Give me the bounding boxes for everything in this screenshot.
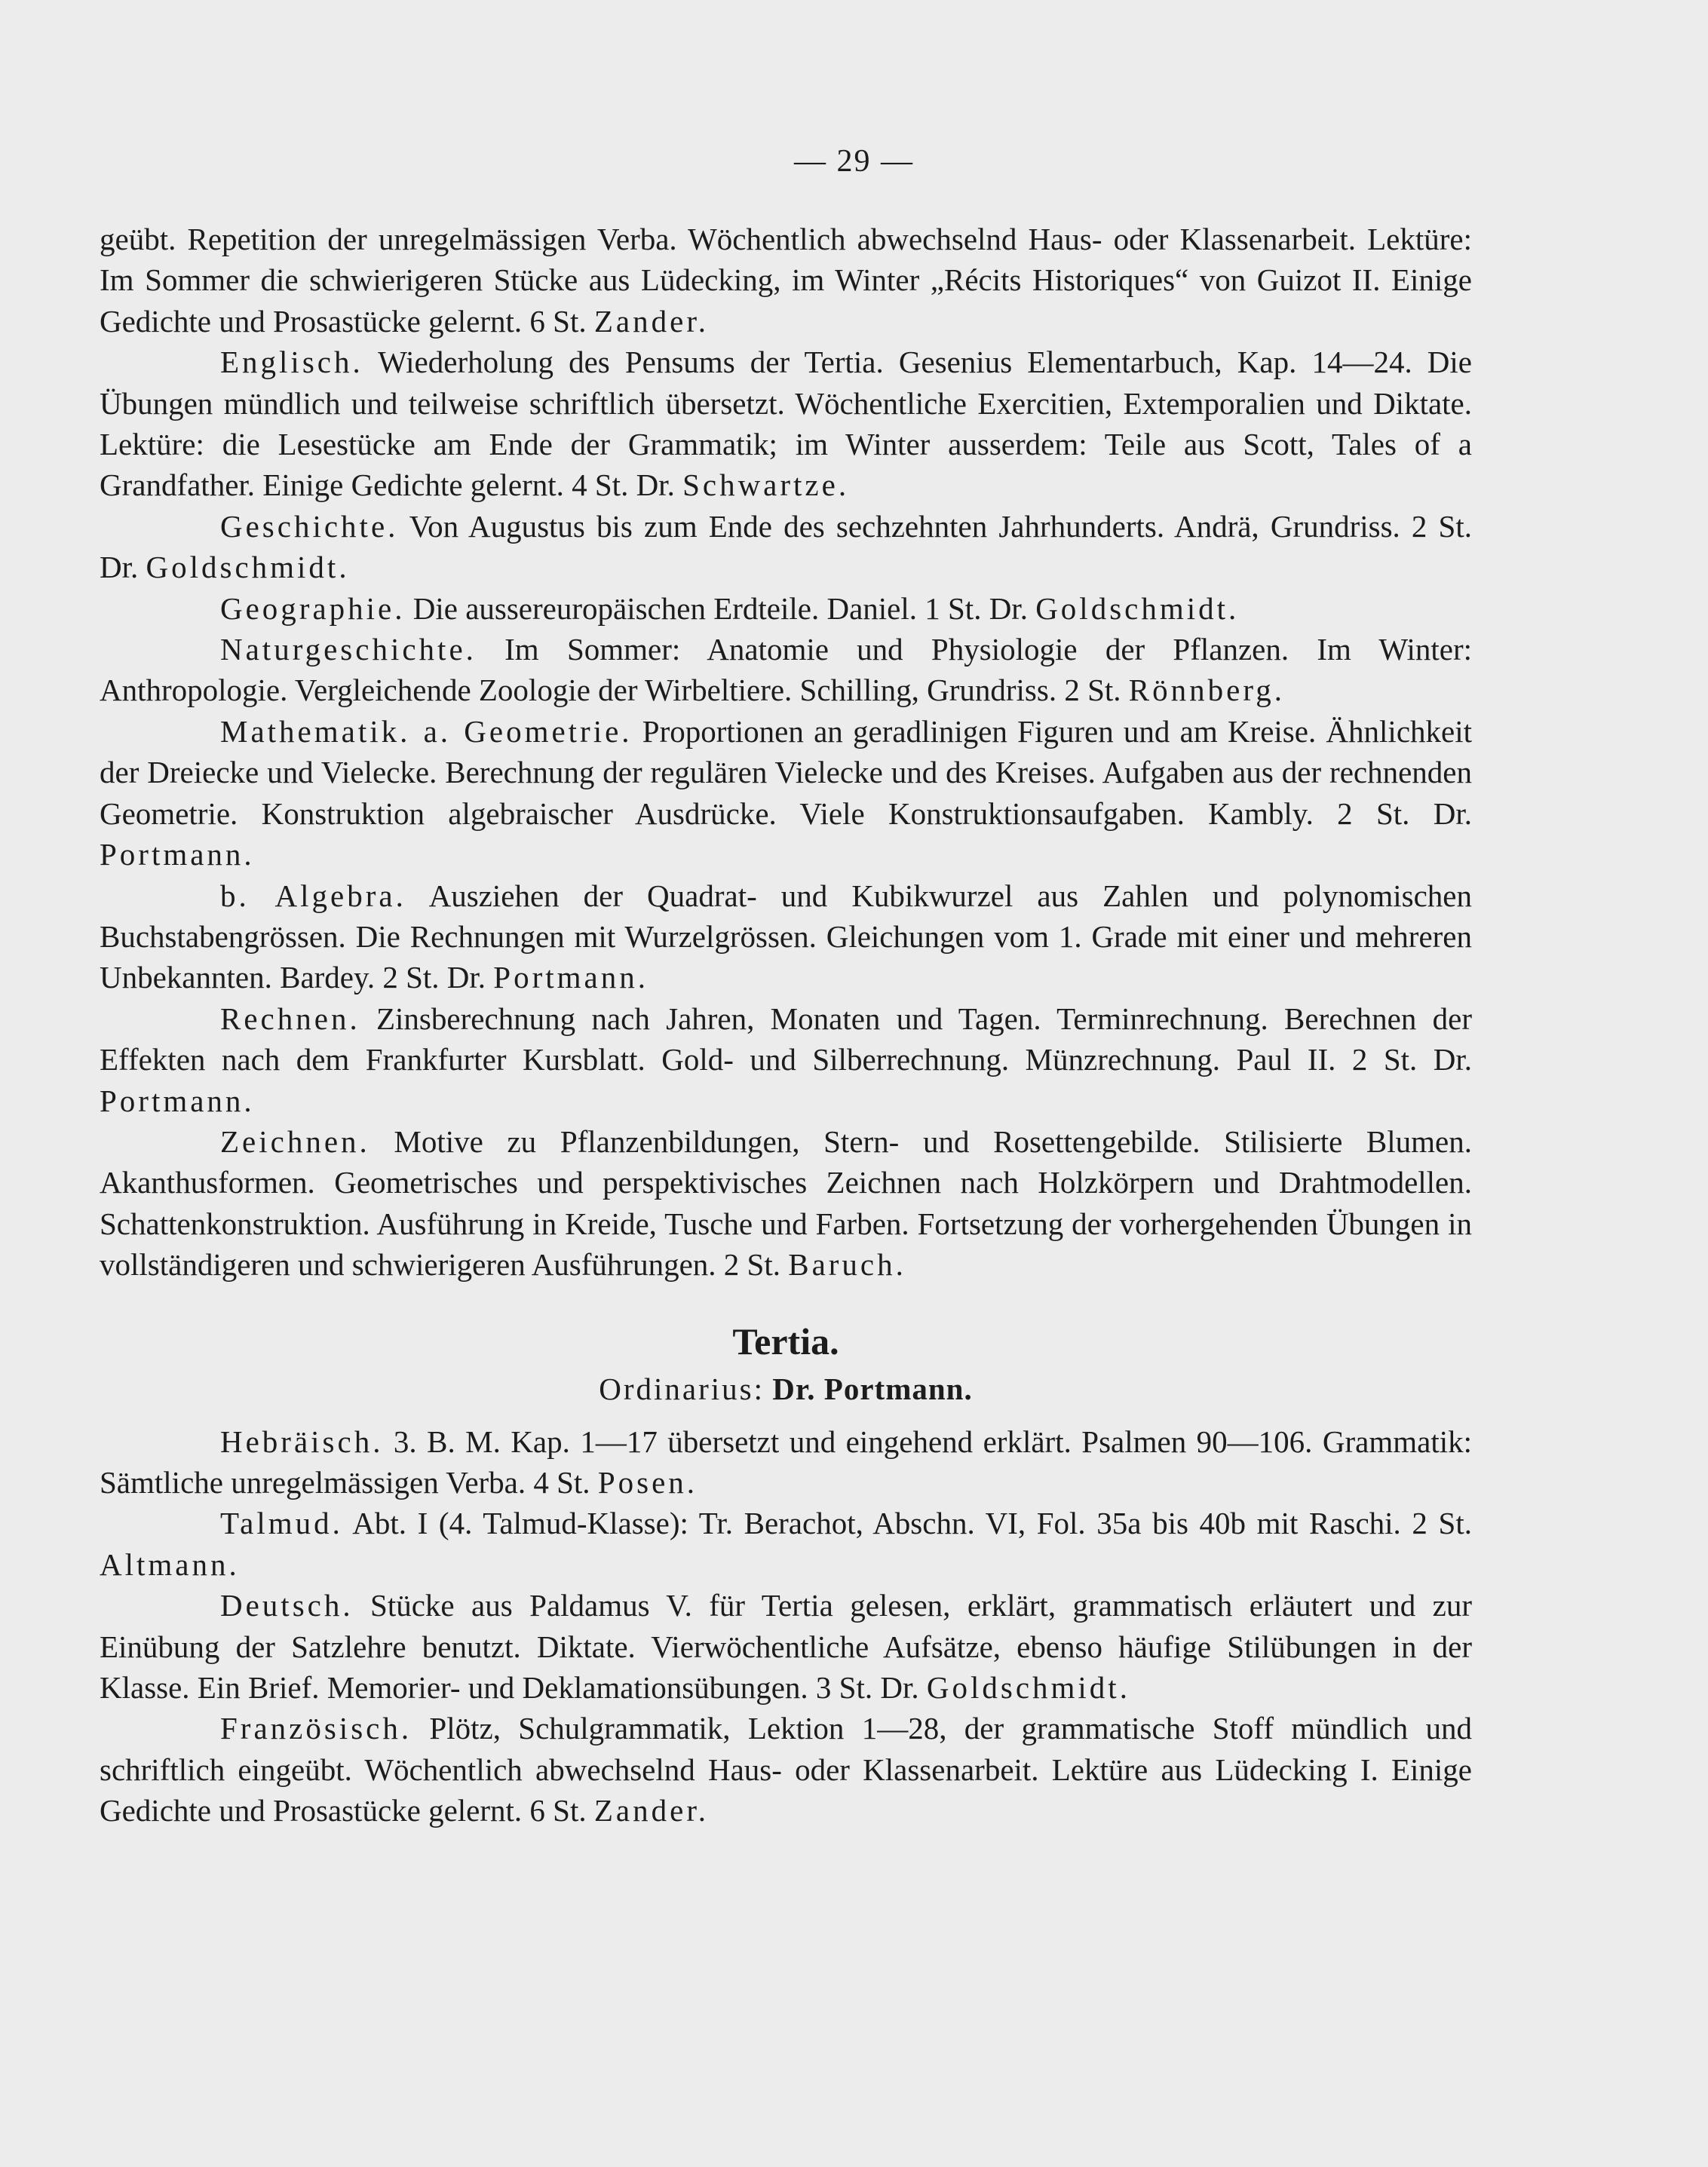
spaced-text: Rechnen. (220, 1001, 360, 1036)
spaced-text: b. Algebra. (220, 878, 406, 913)
paragraph (100, 711, 1472, 875)
paragraph (100, 588, 1472, 629)
body-text (100, 219, 1472, 1831)
paragraph (100, 342, 1472, 506)
paragraph (100, 629, 1472, 711)
spaced-text: Mathematik. a. Geometrie. (220, 713, 633, 749)
spaced-text: Zander. (593, 1793, 709, 1828)
upper-paragraphs (100, 219, 1472, 1286)
paragraph (100, 1503, 1472, 1585)
spaced-text: Geographie. (220, 590, 406, 626)
spaced-text: Naturgeschichte. (220, 632, 477, 667)
spaced-text: Englisch. (220, 345, 363, 380)
text-run: Wiederholung des Pensums der Tertia. Gesenius Elementarbuch, Kap. 14—24. Die Übungen mündlich und teilweise schriftlich übersetzt. Wöchentliche Exercitien, Extemporalien und Diktate. Lektüre: die Lesestücke am Ende der Grammatik; im Winter ausserdem: Teile aus Scott, Tales of a Grandfather. Einige Gedichte gelernt. 4 St. Dr. (100, 345, 1472, 503)
spaced-text: Geschichte. (220, 508, 399, 544)
spaced-text: Rönnberg. (1128, 673, 1285, 708)
spaced-text: Portmann. (100, 837, 255, 872)
spaced-text: Französisch. (220, 1711, 412, 1746)
text-run: 3. B. M. Kap. 1—17 übersetzt und eingehend erklärt. Psalmen 90—106. Grammatik: Sämtliche unregelmässigen Verba. 4 St. (100, 1424, 1472, 1500)
ordinarius-name: Dr. Portmann. (772, 1371, 973, 1406)
spaced-text: Altmann. (100, 1546, 240, 1582)
lower-paragraphs (100, 1421, 1472, 1831)
text-run: Die aussereuropäischen Erdteile. Daniel. 1 St. Dr. (405, 590, 1036, 626)
ordinarius-label: Ordinarius: (599, 1371, 765, 1406)
paragraph (100, 998, 1472, 1121)
spaced-text: Goldschmidt. (926, 1670, 1130, 1705)
spaced-text: Portmann. (100, 1083, 255, 1118)
text-run: Proportionen an geradlinigen Figuren und am Kreise. Ähnlichkeit der Dreiecke und Vielecke. Berechnung der regulären Vielecke und des Kreises. Aufgaben aus der rechnenden Geometrie. Konstruktion algebraischer Ausdrücke. Viele Konstruktionsaufgaben. Kambly. 2 St. Dr. (100, 713, 1472, 831)
paragraph (100, 219, 1472, 342)
text-run: Stücke aus Paldamus V. für Tertia gelesen, erklärt, grammatisch erläutert und zur Einübung der Satzlehre benutzt. Diktate. Vierwöchentliche Aufsätze, ebenso häufige Stilübungen in der Klasse. Ein Brief. Memorier- und Deklamationsübungen. 3 St. Dr. (100, 1588, 1472, 1705)
text-run: Motive zu Pflanzenbildungen, Stern- und Rosettengebilde. Stilisierte Blumen. Akanthusformen. Geometrisches und perspektivisches Zeichnen nach Holzkörpern und Drahtmodellen. Schattenkonstruktion. Ausführung in Kreide, Tusche und Farben. Fortsetzung der vorhergehenden Übungen in vollständigeren und schwierigeren Ausführungen. 2 St. (100, 1123, 1472, 1283)
paragraph (100, 875, 1472, 998)
paragraph (100, 1421, 1472, 1503)
text-run: Zinsberechnung nach Jahren, Monaten und Tagen. Terminrechnung. Berechnen der Effekten nach dem Frankfurter Kursblatt. Gold- und Silberrechnung. Münzrechnung. Paul II. 2 St. Dr. (100, 1001, 1472, 1077)
text-run: Von Augustus bis zum Ende des sechzehnten Jahrhunderts. Andrä, Grundriss. 2 St. Dr. (100, 508, 1472, 585)
page-number: — 29 — (794, 144, 914, 179)
spaced-text: Hebräisch. (220, 1424, 384, 1459)
text-run: Ausziehen der Quadrat- und Kubikwurzel aus Zahlen und polynomischen Buchstabengrössen. Die Rechnungen mit Wurzelgrössen. Gleichungen vom 1. Grade mit einer und mehreren Unbekannten. Bardey. 2 St. Dr. (100, 878, 1472, 995)
text-run: Abt. I (4. Talmud-Klasse): Tr. Berachot, Abschn. VI, Fol. 35a bis 40b mit Raschi. 2 St. (342, 1506, 1472, 1541)
section-title: Tertia. (732, 1320, 839, 1362)
spaced-text: Posen. (597, 1464, 698, 1500)
spaced-text: Goldschmidt. (1035, 590, 1240, 626)
spaced-text: Zeichnen. (220, 1123, 370, 1159)
spaced-text: Portmann. (493, 960, 649, 995)
text-run: Im Sommer: Anatomie und Physiologie der Pflanzen. Im Winter: Anthropologie. Vergleichende Zoologie der Wirbeltiere. Schilling, Grundriss. 2 St. (100, 632, 1472, 708)
spaced-text: Baruch. (788, 1247, 906, 1283)
spaced-text: Goldschmidt. (146, 550, 350, 585)
spaced-text: Talmud. (220, 1506, 343, 1541)
text-run: Plötz, Schulgrammatik, Lektion 1—28, der grammatische Stoff mündlich und schriftlich eingeübt. Wöchentlich abwechselnd Haus- oder Klassenarbeit. Lektüre aus Lüdecking I. Einige Gedichte und Prosastücke gelernt. 6 St. (100, 1711, 1472, 1828)
spaced-text: Zander. (593, 303, 709, 339)
spaced-text: Schwartze. (682, 467, 850, 503)
paragraph (100, 506, 1472, 588)
text-run: geübt. Repetition der unregelmässigen Verba. Wöchentlich abwechselnd Haus- oder Klassenarbeit. Lektüre: Im Sommer die schwierigeren Stücke aus Lüdecking, im Winter „Récits Historiques“ von Guizot II. Einige Gedichte und Prosastücke gelernt. 6 St. (100, 222, 1472, 339)
paragraph (100, 1708, 1472, 1831)
spaced-text: Deutsch. (220, 1588, 354, 1623)
ordinarius-line (100, 1367, 1472, 1411)
paragraph (100, 1585, 1472, 1708)
paragraph (100, 1121, 1472, 1286)
